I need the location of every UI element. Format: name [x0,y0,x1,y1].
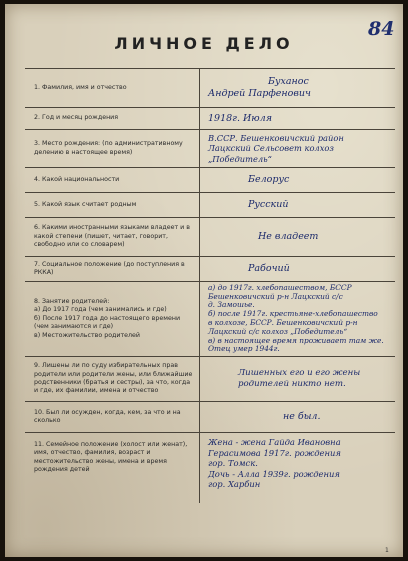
row-value [200,357,395,401]
value-line: Буханос [268,76,309,87]
value-line: Белорус [248,174,290,185]
table-row [25,282,395,357]
row-value [200,402,395,432]
table-row [25,108,395,130]
row-value [200,168,395,192]
table-row [25,218,395,257]
value-line: В.ССР. Бешенковичский район [208,132,344,143]
row-label: 5. Какой язык считает родным [25,193,200,217]
row-label: 3. Место рождения: (по административному делению в настоящее время) [25,130,200,167]
row-label: 4. Какой национальности [25,168,200,192]
row-value [200,69,395,107]
value-line: Отец умер 1944г. [208,344,280,354]
row-label: 2. Год и месяц рождения [25,108,200,129]
row-value [200,282,395,356]
value-line: д. Замошье. [208,300,255,310]
value-line: Дочь - Алла 1939г. рождения [208,468,340,479]
table-row [25,433,395,503]
row-label: 1. Фамилия, имя и отчество [25,69,200,107]
value-line: Бешенковичский р-н Лацкский с/с [208,291,343,301]
personal-record-table [25,68,395,503]
value-line: Лишенных его и его жены [238,368,361,378]
value-line: Не владеет [258,231,319,242]
value-line: в колхозе, БССР. Бешенковичский р-н [208,318,358,327]
sheet-number: 1 [385,547,389,554]
row-label: 10. Был ли осужден, когда, кем, за что и на сколько [25,402,200,432]
value-line: „Победитель“ [208,153,272,164]
row-label: 9. Лишены ли по суду избирательных прав родители или родители жены, или ближайшие родственники (братья и сестры), за что, когда и где, их фамилии, имена и отчество [25,357,200,401]
value-line: Герасимова 1917г. рождения [208,447,341,458]
value-line: Лацкский Сельсовет колхоз [208,143,334,154]
row-value [200,433,395,503]
document-title: ЛИЧНОЕ ДЕЛО [114,34,294,53]
value-line: Жена - жена Гайда Ивановна [208,437,341,447]
row-value [200,193,395,217]
value-line: родителей никто нет. [238,379,346,389]
value-line: Рабочий [248,263,290,274]
row-label: 7. Социальное положение (до поступления в РККА) [25,257,200,281]
value-line: не был. [283,411,321,422]
table-row [25,357,395,402]
row-value [200,257,395,281]
table-row [25,130,395,168]
table-row [25,257,395,282]
row-value [200,218,395,256]
document-page [5,4,403,557]
row-value [200,108,395,129]
value-line: 1918г. Июля [208,112,273,124]
row-label-text: 8. Занятие родителей: а) До 1917 года (чем занимались и где) б) После 1917 года до настоящего времени (чем занимаются и где) в) Местожительство родителей [34,297,181,339]
row-label: 11. Семейное положение (холост или женат), имя, отчество, фамилия, возраст и местожительство жены, имена и время рождения детей [25,433,200,503]
table-row [25,402,395,433]
value-line: Андрей Парфенович [208,88,311,99]
page-number-handwritten: 84 [368,18,395,40]
row-label: 6. Какими иностранными языками владеет и в какой степени (пишет, читает, говорит, свободно или со словарем) [25,218,200,256]
table-row [25,168,395,193]
value-line: Лацкский с/с колхоз „Победитель“ [208,326,348,336]
value-line: б) после 1917г. крестьяне-хлебопашество [208,309,378,319]
value-line: Русский [248,199,289,210]
row-value [200,130,395,167]
value-line: гор. Томск. [208,458,258,468]
table-row [25,193,395,218]
value-line: гор. Харбин [208,479,261,489]
row-label [25,282,200,356]
value-line: а) до 1917г. хлебопашеством, БССР [208,282,352,292]
value-line: в) в настоящее время проживает там же. [208,335,384,345]
table-row [25,68,395,108]
